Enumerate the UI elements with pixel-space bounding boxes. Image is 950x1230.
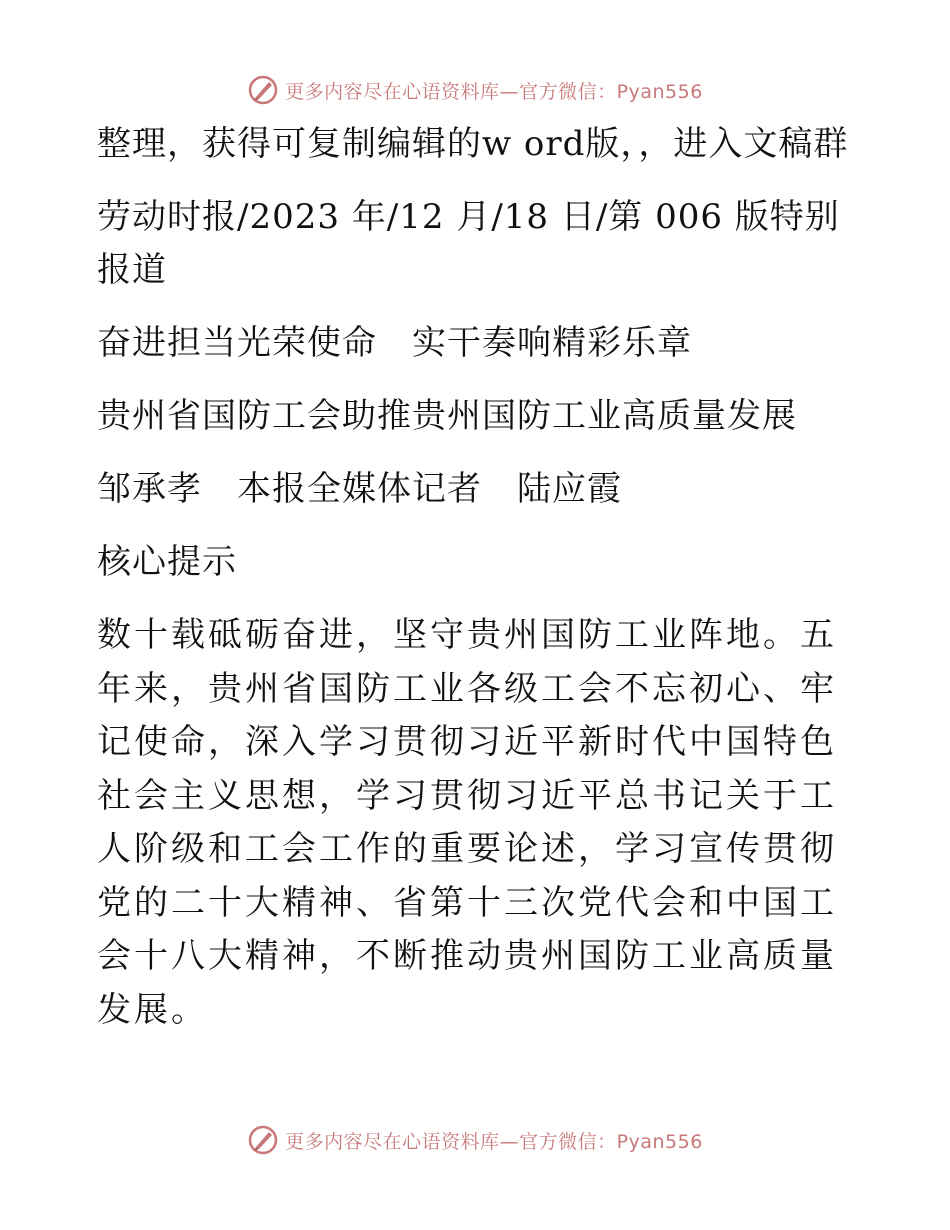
watermark-text: 更多内容尽在心语资料库—官方微信：Pyan556 <box>285 80 703 103</box>
watermark-text: 更多内容尽在心语资料库—官方微信：Pyan556 <box>285 1130 703 1153</box>
section-label: 核心提示 <box>97 542 237 582</box>
quill-pen-logo-icon <box>247 74 279 106</box>
subheadline: 贵州省国防工会助推贵州国防工业高质量发展 <box>97 396 797 436</box>
headline: 奋进担当光荣使命 实干奏响精彩乐章 <box>97 323 692 363</box>
quill-pen-logo-icon <box>247 1124 279 1156</box>
footer-watermark <box>0 1120 950 1160</box>
body-paragraph: 数十载砥砺奋进，坚守贵州国防工业阵地。五年来，贵州省国防工业各级工会不忘初心、牢记使命，深入学习贯彻习近平新时代中国特色社会主义思想，学习贯彻习近平总书记关于工人阶级和工会工作的重要论述，学习宣传贯彻党的二十大精神、省第十三次党代会和中国工会十八大精神，不断推动贵州国防工业高质量发展。 <box>97 615 837 1030</box>
source-line: 劳动时报/2023 年/12 月/18 日/第 006 版特别报道 <box>97 197 840 290</box>
intro-line: 整理，获得可复制编辑的w ord版，，进入文稿群 <box>97 124 849 164</box>
byline: 邹承孝 本报全媒体记者 陆应霞 <box>97 469 622 509</box>
header-watermark <box>0 70 950 110</box>
document-body <box>97 118 857 1057</box>
